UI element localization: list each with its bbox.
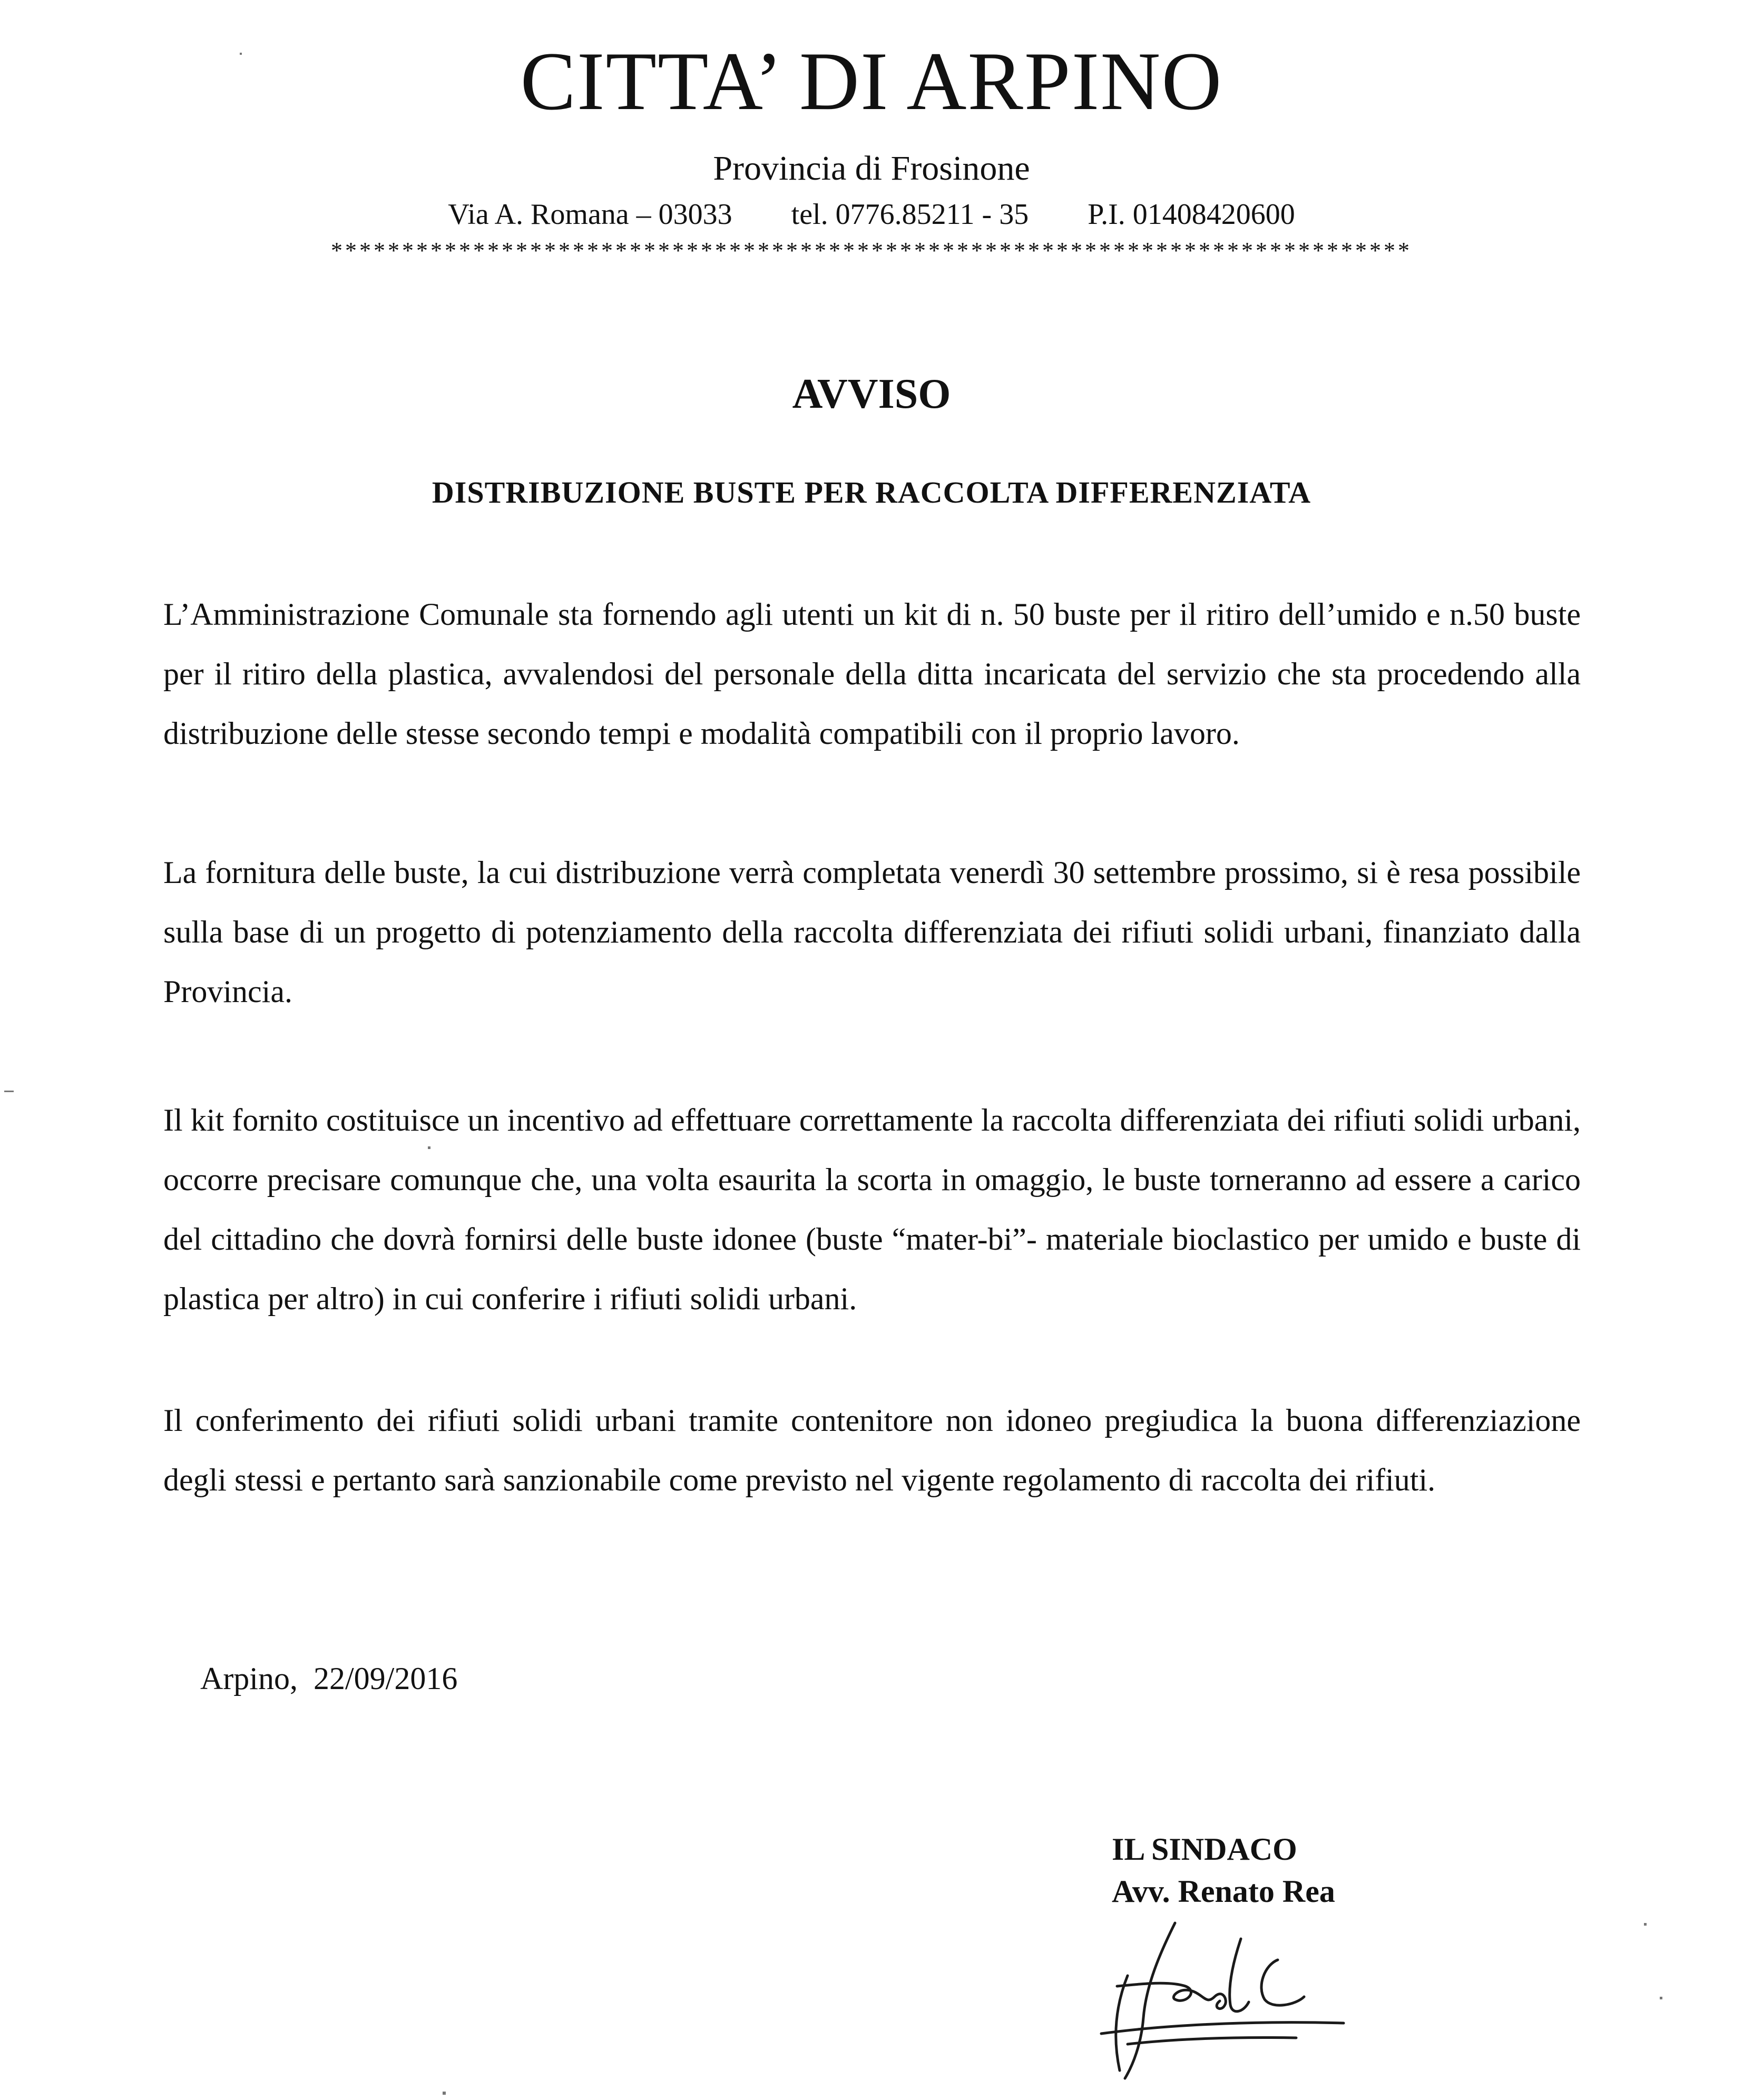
vat-number: P.I. 01408420600: [1088, 198, 1295, 231]
notice-subtitle: DISTRIBUZIONE BUSTE PER RACCOLTA DIFFERENZIATA: [432, 475, 1311, 509]
header-separator: ****************************************************************************: [331, 238, 1412, 263]
signer-role: IL SINDACO: [1112, 1832, 1297, 1867]
scan-speck: [428, 1146, 430, 1149]
notice-title: AVVISO: [792, 371, 951, 417]
phone-number: tel. 0776.85211 - 35: [791, 198, 1029, 231]
scan-speck: [4, 1091, 14, 1092]
body-paragraph-2: La fornitura delle buste, la cui distribuzione verrà completata venerdì 30 settembre prossimo, si è resa possibile sulla base di un progetto di potenziamento della raccolta differenziata dei rifiuti solidi urbani, finanziato dalla Provincia.: [163, 855, 1581, 1009]
body-paragraph-3: Il kit fornito costituisce un incentivo ad effettuare correttamente la raccolta differenziata dei rifiuti solidi urbani, occorre precisare comunque che, una volta esaurita la scorta in omaggio, le buste torneranno ad essere a carico del cittadino che dovrà fornirsi delle buste idonee (buste “mater-bi”- materiale bioclastico per umido e buste di plastica per altro) in cui conferire i rifiuti solidi urbani.: [163, 1103, 1581, 1316]
scan-speck: [240, 53, 242, 55]
signer-name: Avv. Renato Rea: [1112, 1874, 1335, 1909]
signature-block: [1112, 1828, 1335, 1912]
contact-line: [0, 197, 1743, 232]
city-title: CITTA’ DI ARPINO: [520, 35, 1223, 127]
letterhead: [0, 32, 1743, 262]
place-and-date: Arpino, 22/09/2016: [200, 1661, 458, 1696]
body-paragraph-4: Il conferimento dei rifiuti solidi urbani tramite contenitore non idoneo pregiudica la buona differenziazione degli stessi e pertanto sarà sanzionabile come previsto nel vigente regolamento di raccolta dei rifiuti.: [163, 1403, 1581, 1497]
scan-speck: [1660, 1997, 1662, 1999]
body-paragraph-1: L’Amministrazione Comunale sta fornendo agli utenti un kit di n. 50 buste per il ritiro dell’umido e n.50 buste per il ritiro della plastica, avvalendosi del personale della ditta incaricata del servizio che sta procedendo alla distribuzione delle stesse secondo tempi e modalità compatibili con il proprio lavoro.: [163, 597, 1581, 751]
scan-speck: [443, 2092, 446, 2095]
province-name: Provincia di Frosinone: [713, 149, 1030, 188]
scan-speck: [1644, 1923, 1647, 1926]
handwritten-signature: [1096, 1912, 1349, 2086]
address: Via A. Romana – 03033: [448, 198, 732, 231]
